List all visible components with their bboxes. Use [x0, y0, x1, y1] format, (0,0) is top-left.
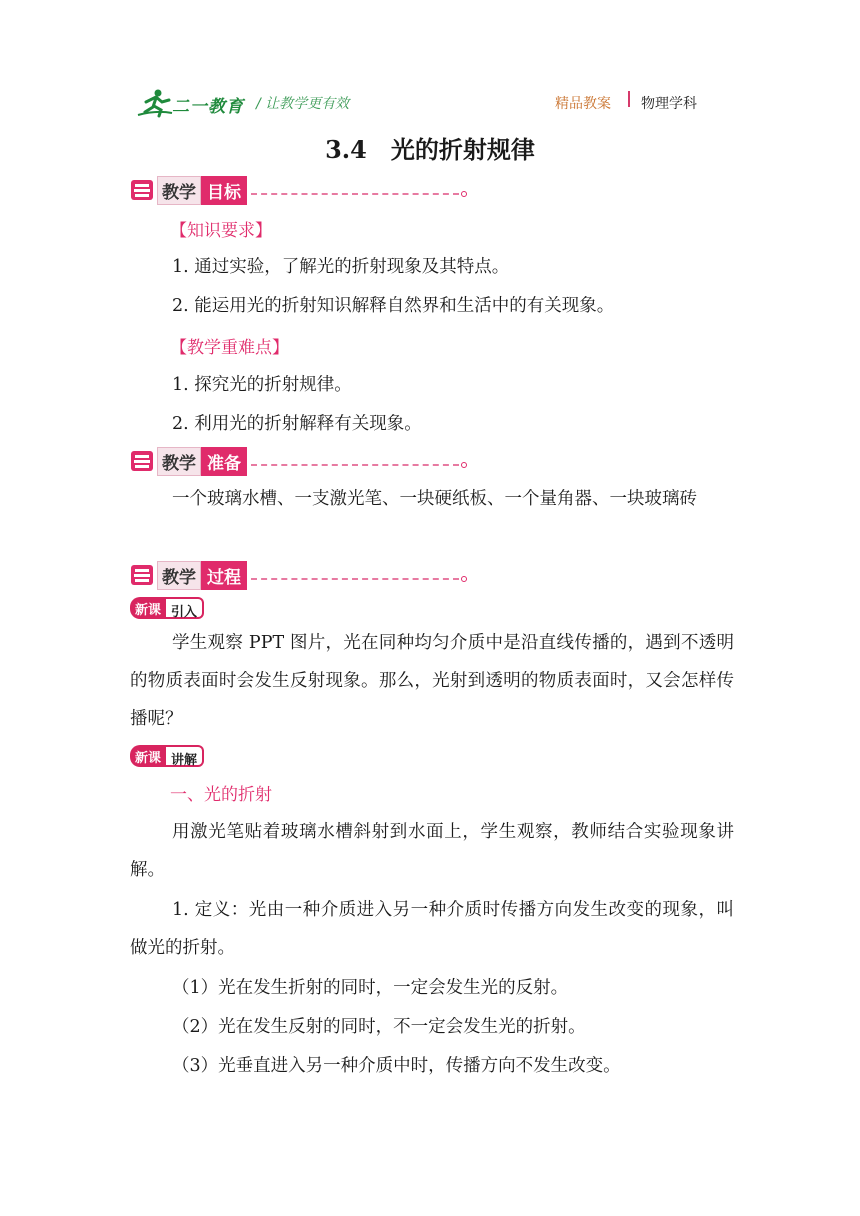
keypoints-heading: 【教学重难点】 [170, 338, 289, 358]
lecture-note-2: （2）光在发生反射的同时，不一定会发生光的折射。 [172, 1017, 586, 1037]
knowledge-item-1: 1. 通过实验，了解光的折射现象及其特点。 [172, 257, 510, 277]
dashed-rule [251, 578, 459, 580]
header-subject: 物理学科 [641, 96, 697, 112]
tag-label-b: 讲解 [166, 745, 204, 767]
header-divider [628, 91, 630, 107]
books-icon [130, 450, 154, 472]
lecture-note-1: （1）光在发生折射的同时，一定会发生光的反射。 [172, 978, 569, 998]
knowledge-heading: 【知识要求】 [170, 221, 272, 241]
section-process [130, 562, 467, 588]
dashed-rule [251, 464, 459, 466]
keypoint-item-1: 1. 探究光的折射规律。 [172, 375, 352, 395]
section-label-a: 教学 [157, 176, 201, 205]
section-prep [130, 448, 467, 474]
tag-lecture [130, 745, 204, 767]
page-title: 3.4 光的折射规律 [325, 135, 535, 164]
slogan: / 让教学更有效 [256, 96, 350, 112]
rule-end-dot [461, 576, 467, 582]
section-label-b: 准备 [201, 447, 247, 476]
logo-text: 二一教育 [172, 97, 244, 117]
keypoint-item-2: 2. 利用光的折射解释有关现象。 [172, 414, 422, 434]
section-label-b: 目标 [201, 176, 247, 205]
section-label-b: 过程 [201, 561, 247, 590]
dashed-rule [251, 193, 459, 195]
lecture-heading: 一、光的折射 [170, 785, 272, 805]
lecture-paragraph-1: 用激光笔贴着玻璃水槽斜射到水面上，学生观察，教师结合实验现象讲解。 [130, 822, 734, 880]
intro-text: 学生观察 PPT 图片，光在同种均匀介质中是沿直线传播的，遇到不透明的物质表面时会发生反射现象。那么，光射到透明的物质表面时，又会怎样传播呢？ [130, 633, 734, 729]
lecture-note-3: （3）光垂直进入另一种介质中时，传播方向不发生改变。 [172, 1056, 621, 1076]
lecture-definition: 1. 定义：光由一种介质进入另一种介质时传播方向发生改变的现象，叫做光的折射。 [130, 900, 734, 958]
tag-intro [130, 597, 204, 619]
tag-label-a: 新课 [130, 745, 166, 767]
knowledge-item-2: 2. 能运用光的折射知识解释自然界和生活中的有关现象。 [172, 296, 615, 316]
header-category: 精品教案 [555, 96, 611, 112]
prep-text: 一个玻璃水槽、一支激光笔、一块硬纸板、一个量角器、一块玻璃砖 [172, 489, 697, 509]
tag-label-b: 引入 [166, 597, 204, 619]
books-icon [130, 564, 154, 586]
section-label-a: 教学 [157, 561, 201, 590]
books-icon [130, 179, 154, 201]
tag-label-a: 新课 [130, 597, 166, 619]
rule-end-dot [461, 191, 467, 197]
section-goals [130, 177, 467, 203]
rule-end-dot [461, 462, 467, 468]
section-label-a: 教学 [157, 447, 201, 476]
